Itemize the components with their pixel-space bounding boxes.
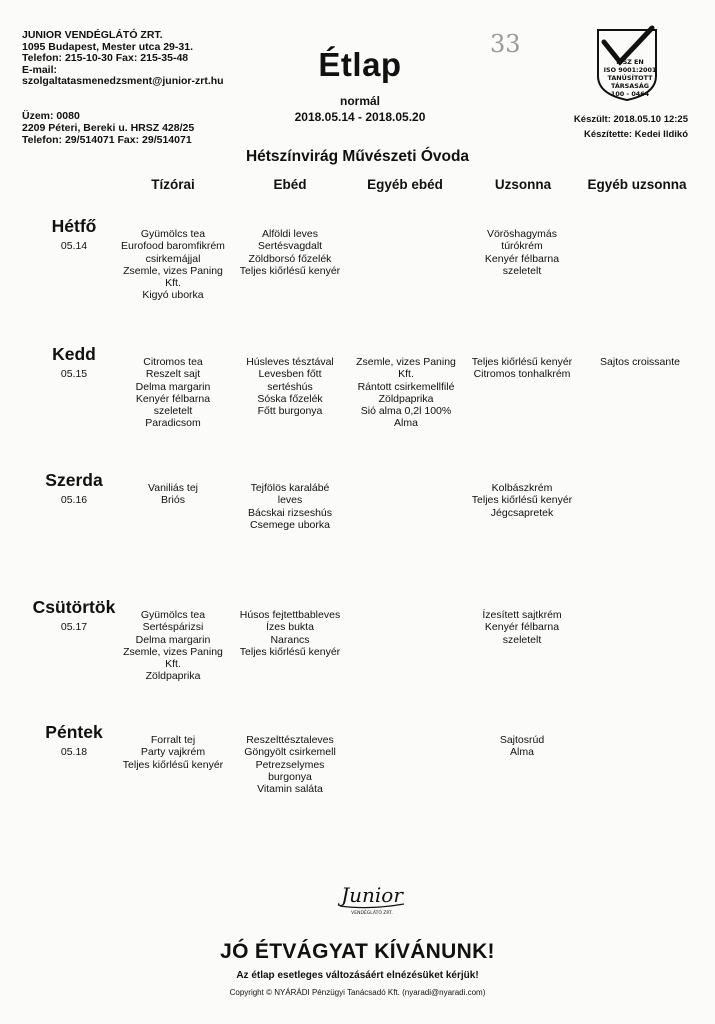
- menu-item: túrókrém: [501, 240, 543, 253]
- menu-item: Főtt burgonya: [257, 405, 323, 418]
- creation-info: [548, 112, 688, 142]
- plant-address: 2209 Péteri, Bereki u. HRSZ 428/25: [22, 122, 195, 134]
- date-range: 2018.05.14 - 2018.05.20: [294, 110, 426, 124]
- junior-logo: [330, 880, 410, 920]
- menu-item: Alföldi leves: [261, 228, 319, 240]
- menu-item: Kft.: [398, 368, 414, 381]
- column-header-tizorai: Tízórai: [151, 177, 195, 192]
- menu-item: szeletelt: [153, 405, 193, 418]
- menu-item: Party vajkrém: [140, 746, 206, 759]
- menu-item: Sertéspárizsi: [142, 621, 204, 634]
- day-name: Péntek: [45, 722, 103, 742]
- menu-item: Zsemle, vizes Paning: [123, 264, 223, 277]
- plant-info: [22, 110, 194, 146]
- menu-item: Delma margarin: [135, 633, 211, 646]
- menu-item: Kolbászkrém: [491, 482, 553, 494]
- menu-cell-egyeb-ebed: [344, 356, 468, 430]
- menu-item: Alma: [394, 417, 418, 430]
- company-email: szolgaltatasmenedzsment@junior-zrt.hu: [22, 75, 224, 87]
- copyright-note: Copyright © NYÁRÁDI Pénzügyi Tanácsadó Kft. (nyaradi@nyaradi.com): [229, 988, 486, 997]
- menu-item: Rántott csirkemellfilé: [357, 380, 455, 393]
- apology-note: Az étlap esetleges változásáért elnézésüket kérjük!: [236, 970, 479, 981]
- menu-item: Zsemle, vizes Paning: [123, 645, 223, 658]
- column-header-ebed: Ebéd: [273, 177, 307, 192]
- column-header-egyeb-ebed: Egyéb ebéd: [367, 177, 443, 192]
- menu-item: Teljes kiőrlésű kenyér: [239, 645, 341, 658]
- menu-cell-tizorai: [111, 609, 235, 683]
- day-name: Csütörtök: [32, 597, 116, 617]
- day-name: Szerda: [45, 470, 103, 490]
- plant-phone: Telefon: 29/514071 Fax: 29/514071: [22, 134, 192, 146]
- menu-item: sertéshús: [267, 380, 313, 393]
- menu-item: Sió alma 0,2l 100%: [360, 405, 452, 418]
- menu-item: Kigyó uborka: [142, 289, 204, 302]
- menu-item: Ízesített sajtkrém: [482, 609, 562, 621]
- menu-item: Reszelt sajt: [145, 368, 201, 381]
- day-date: 05.16: [60, 494, 88, 506]
- menu-item: Ízes bukta: [266, 621, 314, 634]
- menu-item: Tejfölös karalábé: [250, 482, 330, 494]
- day-date: 05.17: [60, 621, 88, 633]
- menu-item: Kft.: [165, 658, 181, 671]
- logo-subtitle: VENDÉGLÁTÓ ZRT.: [351, 911, 393, 916]
- menu-item: Kenyér félbarna: [135, 392, 211, 405]
- day-date: 05.14: [60, 240, 88, 252]
- day-name: Kedd: [52, 344, 96, 364]
- menu-item: burgonya: [268, 770, 312, 783]
- menu-item: leves: [277, 494, 303, 507]
- page-title: Étlap: [318, 46, 402, 83]
- menu-item: Levesben főtt: [258, 368, 322, 381]
- column-header-egyeb-uzsonna: Egyéb uzsonna: [587, 177, 687, 192]
- menu-item: Petrezselymes: [255, 758, 325, 771]
- menu-item: Sajtosrúd: [499, 734, 545, 746]
- iso-badge-line: MSZ EN: [616, 58, 644, 66]
- menu-item: Bácskai rizseshús: [247, 506, 333, 519]
- iso-badge-line: 100 - 0464: [610, 90, 650, 98]
- menu-item: Kenyér félbarna: [484, 252, 560, 265]
- iso-badge-line: ISO 9001:2001: [603, 66, 657, 74]
- created-by: Készítette: Kedei Ildikó: [584, 129, 688, 140]
- created-date: Készült: 2018.05.10 12:25: [573, 114, 688, 125]
- menu-cell-ebed: [228, 228, 352, 277]
- plant-id: Üzem: 0080: [22, 110, 80, 122]
- menu-type: normál: [339, 94, 380, 108]
- menu-item: csirkemájjal: [145, 252, 201, 265]
- menu-item: Vitamin saláta: [257, 783, 323, 796]
- school-name: Hétszínvirág Művészeti Óvoda: [245, 148, 470, 165]
- menu-item: Alma: [510, 746, 534, 759]
- menu-cell-tizorai: [111, 356, 235, 430]
- menu-item: Zöldpaprika: [145, 670, 201, 683]
- menu-item: Teljes kiőrlésű kenyér: [122, 758, 224, 771]
- menu-item: Sertésvagdalt: [257, 240, 323, 253]
- menu-item: Forralt tej: [150, 734, 196, 746]
- menu-item: Delma margarin: [135, 380, 211, 393]
- menu-cell-uzsonna: [460, 482, 584, 519]
- menu-cell-uzsonna: [460, 356, 584, 381]
- menu-item: Teljes kiőrlésű kenyér: [471, 356, 573, 368]
- menu-item: Teljes kiőrlésű kenyér: [471, 494, 573, 507]
- menu-cell-tizorai: [111, 734, 235, 771]
- menu-cell-egyeb-uzsonna: [578, 356, 702, 368]
- day-date: 05.15: [60, 368, 88, 380]
- company-address: 1095 Budapest, Mester utca 29-31.: [22, 40, 193, 53]
- menu-item: Citromos tea: [143, 356, 203, 368]
- menu-item: Vaniliás tej: [148, 482, 198, 494]
- menu-cell-uzsonna: [460, 609, 584, 646]
- menu-item: Sajtos croissante: [600, 356, 680, 368]
- logo-word: Junior: [341, 883, 403, 907]
- menu-cell-ebed: [228, 734, 352, 795]
- handwritten-number: 33: [490, 30, 521, 58]
- menu-cell-ebed: [228, 482, 352, 531]
- menu-item: Jégcsapretek: [490, 506, 554, 519]
- menu-cell-ebed: [228, 609, 352, 658]
- company-name: JUNIOR VENDÉGLÁTÓ ZRT.: [22, 29, 163, 41]
- company-email-label: E-mail:: [22, 63, 58, 76]
- company-info: [22, 30, 224, 88]
- menu-item: Paradicsom: [145, 417, 201, 430]
- menu-item: Húsleves tésztával: [246, 356, 334, 368]
- menu-item: Kft.: [165, 277, 181, 290]
- menu-item: szeletelt: [502, 264, 542, 277]
- menu-item: Zöldborsó főzelék: [248, 252, 332, 265]
- company-phone: Telefon: 215-10-30 Fax: 215-35-48: [22, 52, 189, 64]
- menu-item: Kenyér félbarna: [484, 621, 560, 634]
- menu-item: Briós: [161, 494, 185, 507]
- day-date: 05.18: [60, 746, 88, 758]
- menu-item: Eurofood baromfikrém: [121, 240, 225, 253]
- menu-item: Csemege uborka: [250, 518, 330, 531]
- menu-cell-tizorai: [111, 482, 235, 507]
- menu-item: Teljes kiőrlésű kenyér: [239, 264, 341, 277]
- column-header-uzsonna: Uzsonna: [494, 177, 552, 192]
- menu-cell-uzsonna: [460, 734, 584, 759]
- menu-item: Göngyölt csirkemell: [244, 746, 336, 759]
- greeting-message: JÓ ÉTVÁGYAT KÍVÁNUNK!: [220, 940, 495, 963]
- menu-item: Vöröshagymás: [486, 228, 558, 240]
- iso-badge-line: TÁRSASÁG: [610, 82, 650, 90]
- menu-cell-uzsonna: [460, 228, 584, 277]
- iso-badge-line: TANÚSÍTOTT: [607, 74, 653, 82]
- menu-cell-tizorai: [111, 228, 235, 302]
- menu-item: Zöldpaprika: [378, 392, 434, 405]
- menu-item: szeletelt: [502, 633, 542, 646]
- menu-item: Citromos tonhalkrém: [473, 368, 571, 381]
- menu-item: Sóska főzelék: [257, 392, 323, 405]
- menu-item: Reszelttésztaleves: [246, 734, 334, 746]
- menu-item: Gyümölcs tea: [140, 228, 206, 240]
- menu-item: Gyümölcs tea: [140, 609, 206, 621]
- menu-item: Narancs: [270, 633, 310, 646]
- iso-certification-badge: [590, 24, 664, 102]
- menu-item: Zsemle, vizes Paning: [356, 356, 456, 368]
- menu-cell-ebed: [228, 356, 352, 417]
- menu-item: Húsos fejtettbableves: [239, 609, 341, 621]
- day-name: Hétfő: [51, 216, 97, 236]
